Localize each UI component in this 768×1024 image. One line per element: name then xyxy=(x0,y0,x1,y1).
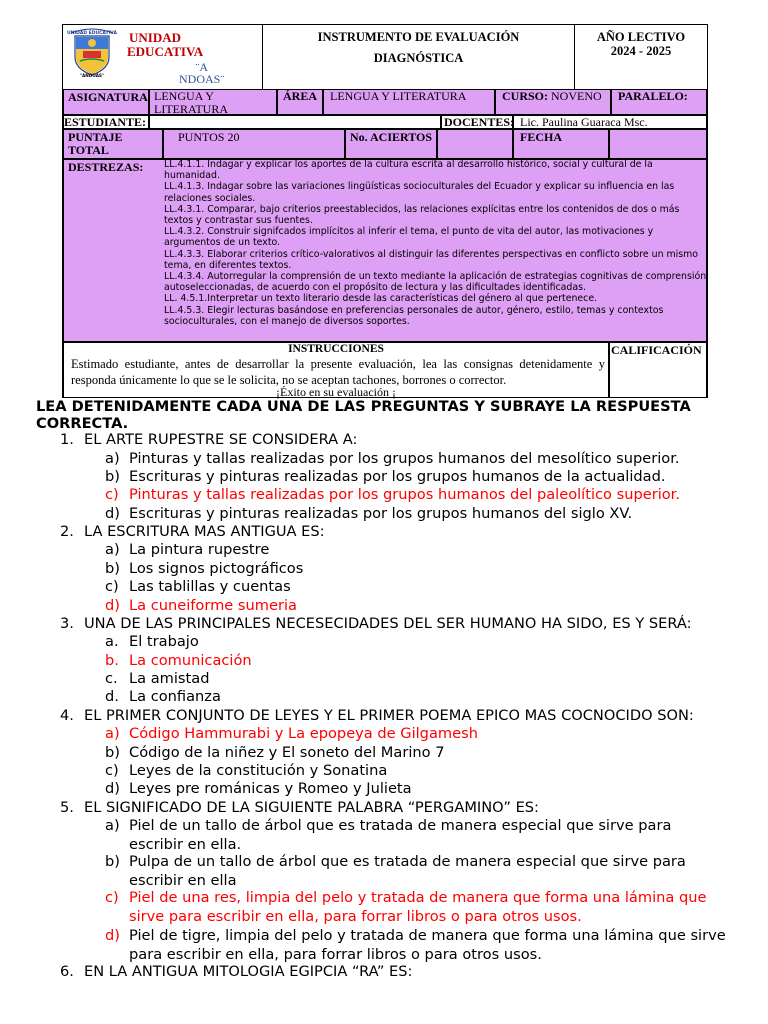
option-letter: b. xyxy=(105,652,119,669)
question-number: 5. xyxy=(60,799,74,816)
option-letter: c. xyxy=(105,670,118,687)
option-text: La comunicación xyxy=(129,652,252,669)
area-value-cell xyxy=(323,89,495,115)
option-letter: b) xyxy=(105,853,120,870)
logo-top-text: UNIDAD EDUCATIVA xyxy=(67,31,117,36)
option-text: Pinturas y tallas realizadas por los grupos humanos del mesolítico superior. xyxy=(129,450,680,467)
destrezas-label: DESTREZAS: xyxy=(68,160,144,174)
aciertos-label: No. ACIERTOS xyxy=(350,130,433,144)
asignatura-label-cell xyxy=(63,89,149,115)
instrucciones-text: Estimado estudiante, antes de desarrollar la presente evaluación, lea las consignas detenidamente y responda únicamente lo que se le solicita, no se aceptan tachones, borrones o corrector. xyxy=(71,357,605,387)
curso-cell xyxy=(495,89,611,115)
option-letter: a) xyxy=(105,817,120,834)
exito-text: ¡Éxito en su evaluación ¡ xyxy=(276,385,396,399)
destreza-item: LL.4.3.3. Elaborar criterios crítico-valorativos al distinguir las diferentes perspectivas en conflicto sobre un mismo tema, en diferentes textos. xyxy=(164,248,698,271)
document-title-line2: DIAGNÓSTICA xyxy=(373,51,464,65)
option-letter: d) xyxy=(105,505,120,522)
calificacion-label: CALIFICACIÓN xyxy=(611,343,702,357)
option-letter: c) xyxy=(105,889,119,906)
estudiante-field[interactable] xyxy=(149,115,441,129)
school-logo-cell xyxy=(63,25,263,89)
document-title-cell xyxy=(263,25,575,89)
destrezas-list xyxy=(164,159,708,327)
option-letter: d) xyxy=(105,927,120,944)
option-text: Código de la niñez y El soneto del Marino 7 xyxy=(129,744,445,761)
destreza-item: LL. 4.5.1.Interpretar un texto literario desde las características del género al que pertenece. xyxy=(164,293,598,305)
option-text: Pinturas y tallas realizadas por los grupos humanos del paleolítico superior. xyxy=(129,486,680,503)
question-number: 3. xyxy=(60,615,74,632)
area-label: ÁREA xyxy=(283,89,318,103)
fecha-field[interactable] xyxy=(609,129,707,159)
puntaje-label: PUNTAJE TOTAL xyxy=(68,130,123,157)
question-text: EN LA ANTIGUA MITOLOGIA EGIPCIA “RA” ES: xyxy=(84,963,413,980)
option-letter: c) xyxy=(105,762,119,779)
question-text: EL ARTE RUPESTRE SE CONSIDERA A: xyxy=(84,431,358,448)
option-letter: d) xyxy=(105,780,120,797)
option-text: Los signos pictográficos xyxy=(129,560,304,577)
logo-bottom-text: "ANDOAS" xyxy=(79,73,105,77)
option-text: Código Hammurabi y La epopeya de Gilgamesh xyxy=(129,725,478,742)
area-label-cell xyxy=(277,89,323,115)
puntaje-value: PUNTOS 20 xyxy=(178,130,240,144)
option-letter: a) xyxy=(105,725,120,742)
school-name-line2: EDUCATIVA xyxy=(127,44,204,59)
option-letter: b) xyxy=(105,468,120,485)
aciertos-label-cell xyxy=(345,129,437,159)
option-letter: a. xyxy=(105,633,119,650)
puntaje-label-cell xyxy=(63,129,163,159)
document-title-line1: INSTRUMENTO DE EVALUACIÓN xyxy=(317,30,520,44)
option-text: Piel de una res, limpia del pelo y tratada de manera que forma una lámina que sirve para escribir en ella, para forrar libros o para otros usos. xyxy=(129,889,707,925)
aciertos-field[interactable] xyxy=(437,129,513,159)
estudiante-label: ESTUDIANTE: xyxy=(64,115,147,129)
school-year-label: AÑO LECTIVO xyxy=(596,30,686,44)
estudiante-label-cell xyxy=(63,115,149,129)
destreza-item: LL.4.1.3. Indagar sobre las variaciones lingüísticas socioculturales del Ecuador y explicar su influencia en las relaciones sociales. xyxy=(164,181,675,204)
curso-label: CURSO: xyxy=(502,89,549,103)
option-text: La confianza xyxy=(129,688,221,705)
option-text: Piel de tigre, limpia del pelo y tratada de manera que forma una lámina que sirve para escribir en ella, para forrar libros o para otros usos. xyxy=(129,927,726,963)
option-letter: a) xyxy=(105,541,120,558)
option-text: Pulpa de un tallo de árbol que es tratada de manera especial que sirve para escribir en ella xyxy=(129,853,686,889)
destreza-item: LL.4.1.1. Indagar y explicar los aportes de la cultura escrita al desarrollo histórico, social y cultural de la humanidad. xyxy=(164,159,653,182)
calificacion-cell[interactable] xyxy=(609,342,707,398)
option-text: Leyes pre románicas y Romeo y Julieta xyxy=(129,780,412,797)
option-text: Piel de un tallo de árbol que es tratada de manera especial que sirve para escribir en ella. xyxy=(129,817,672,853)
question-number: 6. xyxy=(60,963,74,980)
fecha-label: FECHA xyxy=(520,130,562,144)
option-text: Escrituras y pinturas realizadas por los grupos humanos de la actualidad. xyxy=(129,468,666,485)
docentes-label: DOCENTES: xyxy=(444,115,515,129)
option-text: Leyes de la constitución y Sonatina xyxy=(129,762,388,779)
paralelo-label: PARALELO: xyxy=(618,89,688,103)
question-number: 4. xyxy=(60,707,74,724)
destreza-item: LL.4.3.4. Autorregular la comprensión de un texto mediante la aplicación de estrategias cognitivas de comprensión autoseleccionadas, de acuerdo con el propósito de lectura y las dificultades identificadas. xyxy=(164,271,707,294)
area-value: LENGUA Y LITERATURA xyxy=(330,89,467,103)
question-number: 2. xyxy=(60,523,74,540)
question-text: EL PRIMER CONJUNTO DE LEYES Y EL PRIMER POEMA EPICO MAS COCNOCIDO SON: xyxy=(84,707,694,724)
instructions-heading: LEA DETENIDAMENTE CADA UNA DE LAS PREGUNTAS Y SUBRAYE LA RESPUESTA CORRECTA. xyxy=(36,398,691,432)
option-text: La amistad xyxy=(129,670,210,687)
question-text: EL SIGNIFICADO DE LA SIGUIENTE PALABRA “PERGAMINO” ES: xyxy=(84,799,539,816)
destreza-item: LL.4.3.1. Comparar, bajo criterios preestablecidos, las relaciones explícitas entre los contenidos de dos o más textos y contrastar sus fuentes. xyxy=(164,203,680,227)
school-year-value: 2024 - 2025 xyxy=(610,44,672,58)
school-name xyxy=(127,31,203,59)
evaluation-header-table xyxy=(62,24,708,398)
option-letter: d. xyxy=(105,688,119,705)
option-letter: c) xyxy=(105,486,119,503)
asignatura-value: LENGUA Y LITERATURA xyxy=(154,89,228,116)
option-text: La cuneiforme sumeria xyxy=(129,597,297,614)
question-text: LA ESCRITURA MAS ANTIGUA ES: xyxy=(84,523,325,540)
destreza-item: LL.4.3.2. Construir signifcados implícitos al inferir el tema, el punto de vita del autor, las motivaciones y argumentos de un texto. xyxy=(164,226,654,249)
paralelo-cell xyxy=(611,89,707,115)
school-city-line2: NDOAS¨ xyxy=(179,72,225,86)
curso-value: NOVENO xyxy=(551,89,602,103)
asignatura-value-cell xyxy=(149,89,277,115)
option-text: La pintura rupestre xyxy=(129,541,270,558)
school-city-line1: ¨A xyxy=(195,60,208,74)
docentes-value: Lic. Paulina Guaraca Msc. xyxy=(520,115,648,129)
instrucciones-label: INSTRUCCIONES xyxy=(288,343,384,355)
destreza-item: LL.4.5.3. Elegir lecturas basándose en preferencias personales de autor, género, estilo, temas y contextos socioculturales, con el manejo de diversos soportes. xyxy=(164,304,664,327)
option-text: Escrituras y pinturas realizadas por los grupos humanos del siglo XV. xyxy=(129,505,633,522)
option-text: El trabajo xyxy=(129,633,199,650)
option-letter: a) xyxy=(105,450,120,467)
puntaje-value-cell xyxy=(163,129,345,159)
option-letter: b) xyxy=(105,560,120,577)
option-letter: b) xyxy=(105,744,120,761)
question-number: 1. xyxy=(60,431,74,448)
school-year-cell xyxy=(575,25,707,89)
option-letter: c) xyxy=(105,578,119,595)
fecha-label-cell xyxy=(513,129,609,159)
asignatura-label: ASIGNATURA xyxy=(68,90,148,104)
docentes-value-cell xyxy=(513,115,707,129)
question-text: UNA DE LAS PRINCIPALES NECESECIDADES DEL SER HUMANO HA SIDO, ES Y SERÁ: xyxy=(84,615,692,632)
option-text: Las tablillas y cuentas xyxy=(129,578,291,595)
school-city xyxy=(179,61,224,85)
school-name-line1: UNIDAD xyxy=(129,30,181,45)
school-crest-icon xyxy=(67,27,117,77)
docentes-label-cell xyxy=(441,115,513,129)
option-letter: d) xyxy=(105,597,120,614)
